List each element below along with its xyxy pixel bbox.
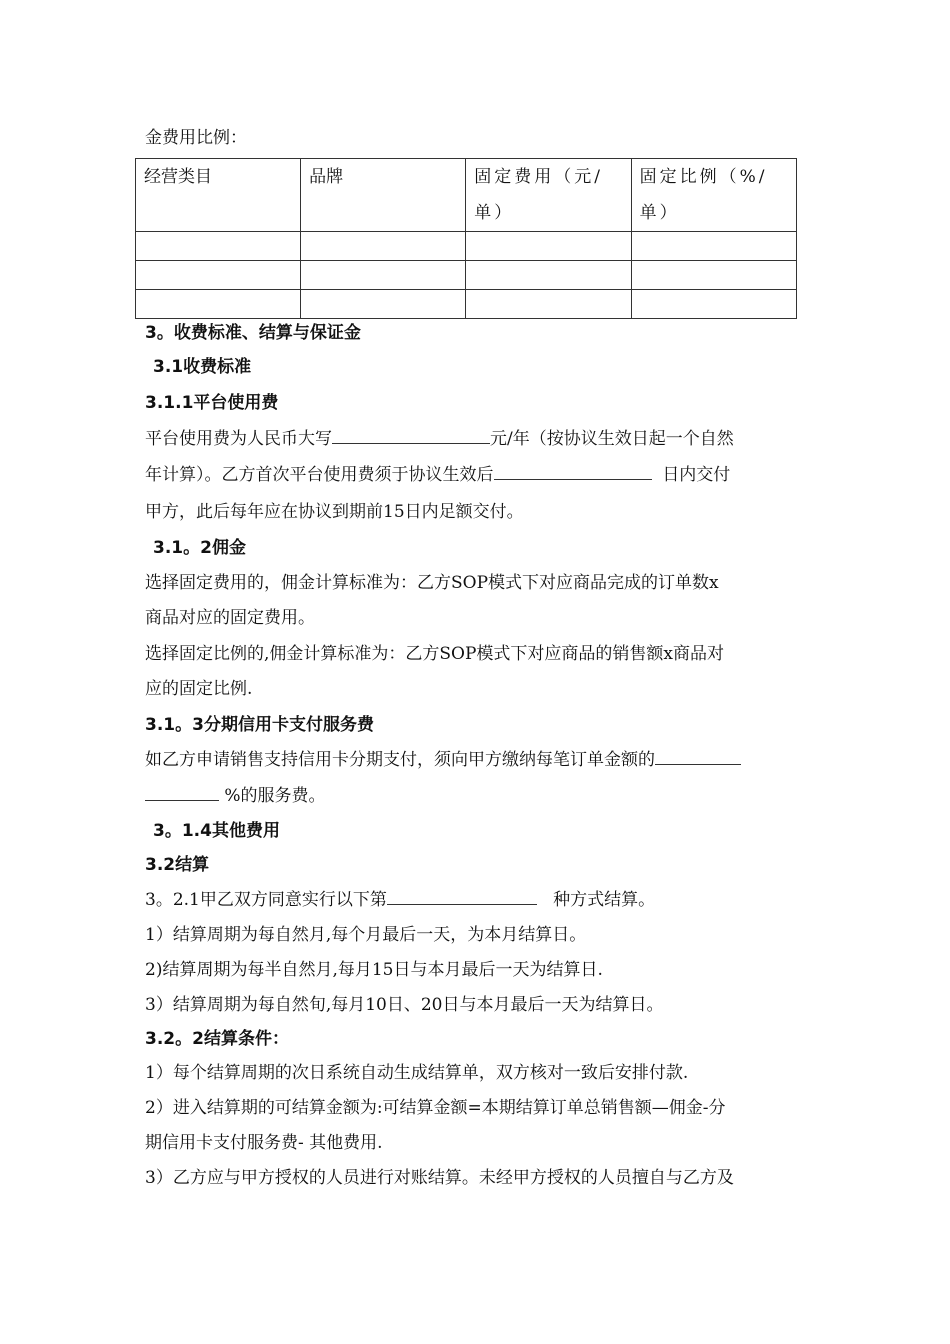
table-row <box>136 261 797 290</box>
table-row <box>136 232 797 261</box>
installment-line-1 <box>145 748 810 772</box>
section-3-1-2-heading: 3.1。2佣金 <box>153 538 246 558</box>
days-blank <box>494 463 652 480</box>
settlement-option-2: 2)结算周期为每半自然月,每月15日与本月最后一天为结算日. <box>145 960 603 980</box>
commission-line-2: 商品对应的固定费用。 <box>145 608 315 628</box>
table-cell <box>631 290 796 319</box>
commission-line-1: 选择固定费用的，佣金计算标准为：乙方SOP模式下对应商品完成的订单数x <box>145 573 719 593</box>
table-cell <box>136 261 301 290</box>
platform-fee-line-1 <box>145 427 810 451</box>
intro-text: 金费用比例： <box>145 128 247 148</box>
table-cell <box>301 232 466 261</box>
section-3-1-1-heading: 3.1.1平台使用费 <box>145 393 279 413</box>
amount-blank <box>332 427 490 444</box>
settlement-option-1: 1）结算周期为每自然月,每个月最后一天，为本月结算日。 <box>145 925 587 945</box>
condition-1: 1）每个结算周期的次日系统自动生成结算单，双方核对一致后安排付款. <box>145 1063 689 1083</box>
percent-blank <box>655 748 741 765</box>
platform-fee-text-cont: 元/年（按协议生效日起一个自然 <box>490 429 734 449</box>
commission-line-3: 选择固定比例的,佣金计算标准为：乙方SOP模式下对应商品的销售额x商品对 <box>145 644 725 664</box>
installment-text-cont: %的服务费。 <box>224 786 326 806</box>
condition-2-line-1: 2）进入结算期的可结算金额为:可结算金额=本期结算订单总销售额—佣金-分 <box>145 1098 726 1118</box>
header-category: 经营类目 <box>136 159 301 232</box>
section-3-2-heading: 3.2结算 <box>145 855 210 875</box>
table-cell <box>136 290 301 319</box>
percent-blank-cont <box>145 784 219 801</box>
condition-2-line-2: 期信用卡支付服务费- 其他费用. <box>145 1133 383 1153</box>
settlement-method-line <box>145 888 810 912</box>
settlement-text-cont: 种方式结算。 <box>553 890 656 910</box>
platform-fee-line-2 <box>145 463 810 487</box>
table-cell <box>466 290 631 319</box>
section-3-1-heading: 3.1收费标准 <box>153 357 252 377</box>
table-cell <box>466 232 631 261</box>
table-cell <box>631 261 796 290</box>
method-blank <box>387 888 537 905</box>
table-cell <box>301 261 466 290</box>
table-cell <box>631 232 796 261</box>
platform-fee-line-3: 甲方，此后每年应在协议到期前15日内足额交付。 <box>145 502 524 522</box>
fee-table <box>135 158 797 319</box>
section-3-2-2-heading: 3.2。2结算条件： <box>145 1029 289 1049</box>
section-3-heading: 3。收费标准、结算与保证金 <box>145 323 361 343</box>
table-cell <box>466 261 631 290</box>
commission-line-4: 应的固定比例. <box>145 679 253 699</box>
platform-fee-text-cont: 日内交付 <box>662 465 731 485</box>
installment-text: 如乙方申请销售支持信用卡分期支付，须向甲方缴纳每笔订单金额的 <box>145 750 655 770</box>
table-header-row <box>136 159 797 232</box>
header-fixed-ratio: 固定比例（%/单） <box>631 159 796 232</box>
header-brand: 品牌 <box>301 159 466 232</box>
installment-line-2 <box>145 784 810 808</box>
table-cell <box>136 232 301 261</box>
platform-fee-text: 年计算）。乙方首次平台使用费须于协议生效后 <box>145 465 494 485</box>
settlement-option-3: 3）结算周期为每自然旬,每月10日、20日与本月最后一天为结算日。 <box>145 995 664 1015</box>
section-3-1-4-heading: 3。1.4其他费用 <box>153 821 280 841</box>
condition-3: 3）乙方应与甲方授权的人员进行对账结算。未经甲方授权的人员擅自与乙方及 <box>145 1168 734 1188</box>
platform-fee-text: 平台使用费为人民币大写 <box>145 429 332 449</box>
settlement-text: 3。2.1甲乙双方同意实行以下第 <box>145 890 387 910</box>
table-cell <box>301 290 466 319</box>
section-3-1-3-heading: 3.1。3分期信用卡支付服务费 <box>145 715 374 735</box>
table-row <box>136 290 797 319</box>
header-fixed-fee: 固定费用（元/单） <box>466 159 631 232</box>
